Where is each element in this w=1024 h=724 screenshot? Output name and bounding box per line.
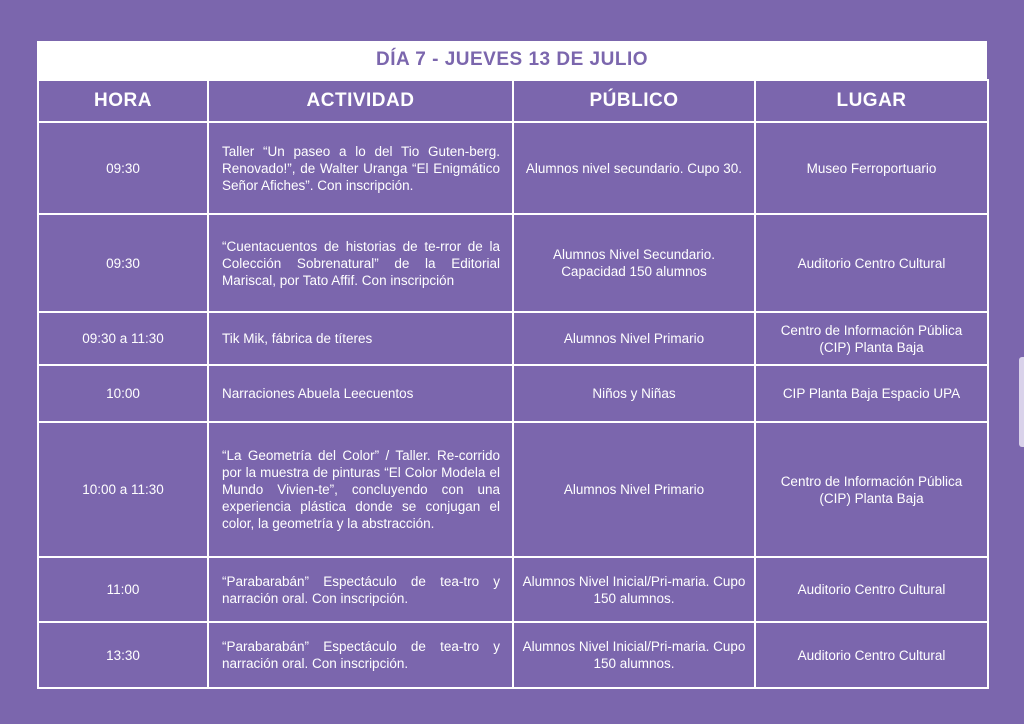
cell-hora: 09:30	[38, 122, 208, 214]
cell-hora: 09:30	[38, 214, 208, 312]
cell-publico: Niños y Niñas	[513, 365, 755, 422]
cell-hora: 10:00 a 11:30	[38, 422, 208, 557]
table-row	[38, 422, 988, 557]
table-row	[38, 557, 988, 622]
page-edge-tab	[1019, 357, 1024, 447]
cell-actividad: Narraciones Abuela Leecuentos	[208, 365, 513, 422]
cell-publico: Alumnos Nivel Primario	[513, 312, 755, 365]
cell-actividad: “La Geometría del Color” / Taller. Re-corrido por la muestra de pinturas “El Color Modela el Mundo Vivien-te”, concluyendo con una experiencia plástica donde se conjugan el color, la geometría y la abstracción.	[208, 422, 513, 557]
cell-publico: Alumnos Nivel Primario	[513, 422, 755, 557]
cell-hora: 13:30	[38, 622, 208, 688]
cell-actividad: Taller “Un paseo a lo del Tio Guten-berg. Renovado!”, de Walter Uranga “El Enigmático Señor Afiches”. Con inscripción.	[208, 122, 513, 214]
table-row	[38, 622, 988, 688]
cell-lugar: Centro de Información Pública (CIP) Planta Baja	[755, 312, 988, 365]
cell-lugar: Auditorio Centro Cultural	[755, 214, 988, 312]
cell-lugar: Museo Ferroportuario	[755, 122, 988, 214]
cell-hora: 10:00	[38, 365, 208, 422]
table-row	[38, 214, 988, 312]
cell-actividad: “Parabarabán” Espectáculo de tea-tro y narración oral. Con inscripción.	[208, 622, 513, 688]
cell-actividad: “Parabarabán” Espectáculo de tea-tro y narración oral. Con inscripción.	[208, 557, 513, 622]
cell-lugar: Centro de Información Pública (CIP) Planta Baja	[755, 422, 988, 557]
cell-publico: Alumnos Nivel Secundario. Capacidad 150 alumnos	[513, 214, 755, 312]
cell-actividad: “Cuentacuentos de historias de te-rror de la Colección Sobrenatural” de la Editorial Mariscal, por Tato Affif. Con inscripción	[208, 214, 513, 312]
cell-hora: 09:30 a 11:30	[38, 312, 208, 365]
table-row	[38, 312, 988, 365]
cell-hora: 11:00	[38, 557, 208, 622]
table-row	[38, 365, 988, 422]
cell-lugar: Auditorio Centro Cultural	[755, 557, 988, 622]
schedule-sheet	[37, 41, 987, 689]
cell-publico: Alumnos nivel secundario. Cupo 30.	[513, 122, 755, 214]
cell-publico: Alumnos Nivel Inicial/Pri-maria. Cupo 150 alumnos.	[513, 557, 755, 622]
header-lugar: LUGAR	[755, 80, 988, 122]
table-row	[38, 122, 988, 214]
header-hora: HORA	[38, 80, 208, 122]
cell-lugar: CIP Planta Baja Espacio UPA	[755, 365, 988, 422]
cell-publico: Alumnos Nivel Inicial/Pri-maria. Cupo 150 alumnos.	[513, 622, 755, 688]
cell-actividad: Tik Mik, fábrica de títeres	[208, 312, 513, 365]
header-actividad: ACTIVIDAD	[208, 80, 513, 122]
day-title: DÍA 7 - JUEVES 13 DE JULIO	[37, 41, 987, 79]
cell-lugar: Auditorio Centro Cultural	[755, 622, 988, 688]
header-row	[38, 80, 988, 122]
header-publico: PÚBLICO	[513, 80, 755, 122]
schedule-table	[37, 79, 989, 689]
